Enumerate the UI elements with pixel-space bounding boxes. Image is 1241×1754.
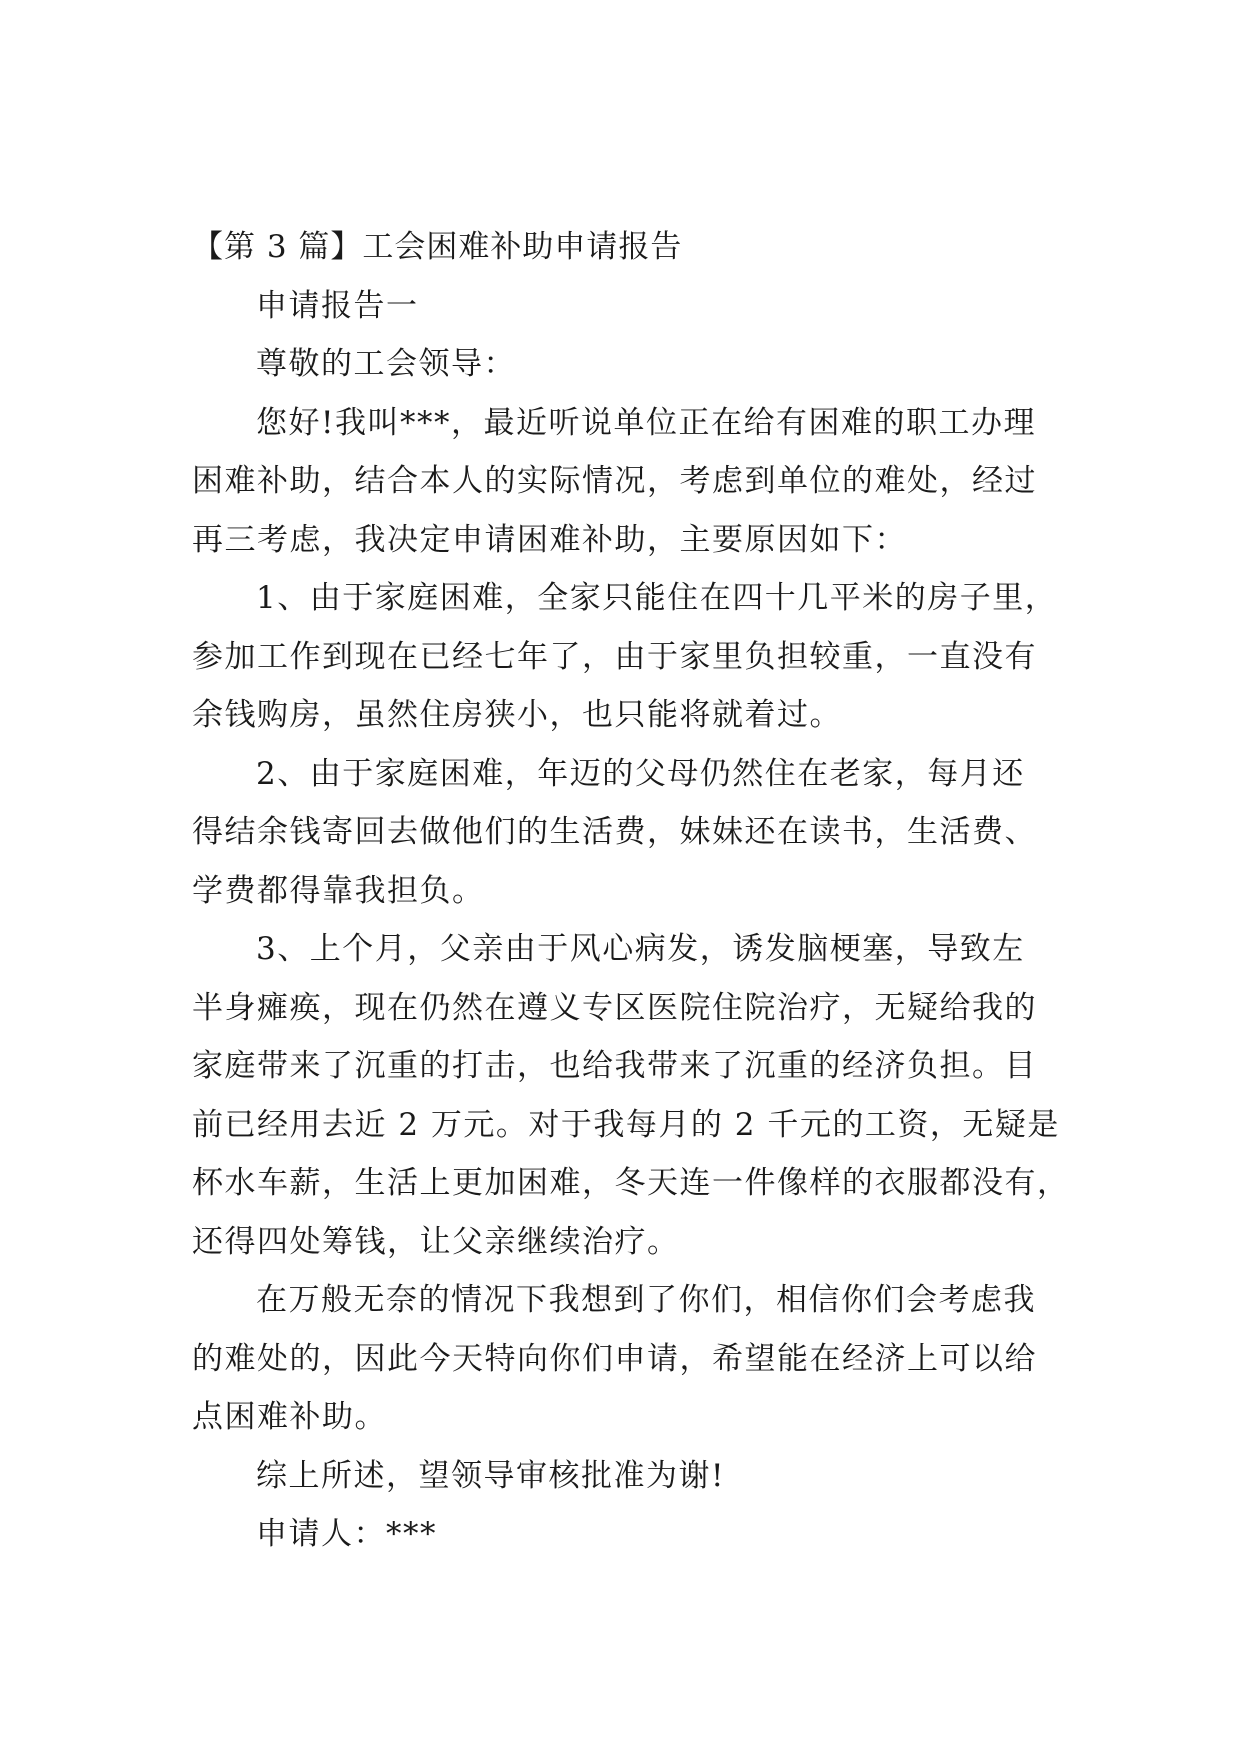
applicant-signature: 申请人：*** <box>256 1516 437 1552</box>
paragraph-line: 前已经用去近 2 万元。对于我每月的 2 千元的工资，无疑是 <box>192 1106 1060 1143</box>
paragraph-line: 还得四处筹钱，让父亲继续治疗。 <box>192 1223 680 1260</box>
paragraph-line: 的难处的，因此今天特向你们申请，希望能在经济上可以给 <box>192 1340 1037 1377</box>
paragraph-line: 学费都得靠我担负。 <box>192 872 485 909</box>
document-title: 【第 3 篇】工会困难补助申请报告 <box>192 229 683 265</box>
paragraph-line: 困难补助，结合本人的实际情况，考虑到单位的难处，经过 <box>192 463 1037 499</box>
closing-line: 综上所述，望领导审核批准为谢! <box>256 1457 725 1494</box>
paragraph-line: 2、由于家庭困难，年迈的父母仍然住在老家，每月还 <box>256 755 1025 792</box>
paragraph-line: 余钱购房，虽然住房狭小，也只能将就着过。 <box>192 697 842 733</box>
report-subtitle: 申请报告一 <box>256 287 419 324</box>
paragraph-line: 点困难补助。 <box>192 1399 387 1435</box>
salutation: 尊敬的工会领导： <box>256 346 516 382</box>
paragraph-line: 半身瘫痪，现在仍然在遵义专区医院住院治疗，无疑给我的 <box>192 989 1037 1026</box>
paragraph-line: 得结余钱寄回去做他们的生活费，妹妹还在读书，生活费、 <box>192 814 1037 850</box>
paragraph-line: 在万般无奈的情况下我想到了你们，相信你们会考虑我 <box>256 1282 1036 1318</box>
paragraph-line: 家庭带来了沉重的打击，也给我带来了沉重的经济负担。目 <box>192 1048 1037 1084</box>
paragraph-line: 您好!我叫***，最近听说单位正在给有困难的职工办理 <box>256 404 1036 441</box>
paragraph-line: 再三考虑，我决定申请困难补助，主要原因如下： <box>192 521 907 558</box>
paragraph-line: 杯水车薪，生活上更加困难，冬天连一件像样的衣服都没有， <box>192 1165 1070 1201</box>
document-body <box>192 218 1070 1564</box>
paragraph-line: 3、上个月，父亲由于风心病发，诱发脑梗塞，导致左 <box>256 931 1025 967</box>
paragraph-line: 参加工作到现在已经七年了，由于家里负担较重，一直没有 <box>192 638 1037 675</box>
paragraph-line: 1、由于家庭困难，全家只能住在四十几平米的房子里， <box>256 580 1058 616</box>
